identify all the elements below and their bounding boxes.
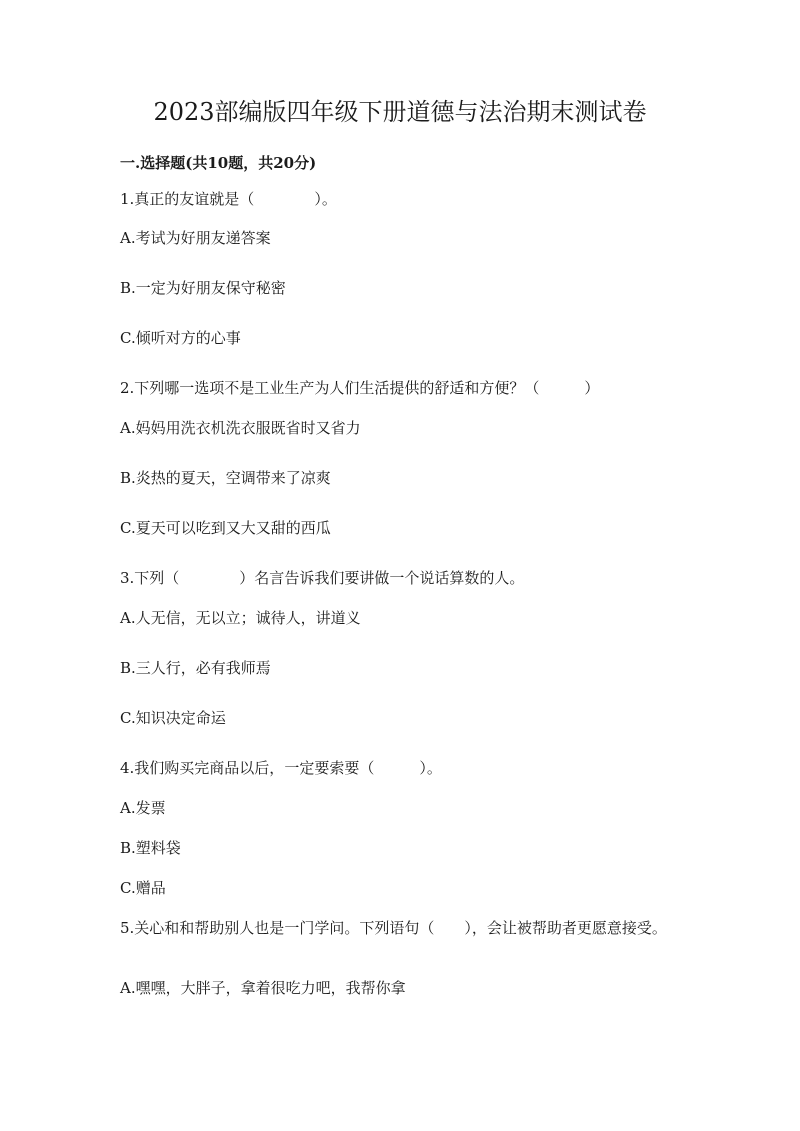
answer-option[interactable]: C.夏天可以吃到又大又甜的西瓜 (120, 519, 331, 537)
question-stem: 3.下列（ ）名言告诉我们要讲做一个说话算数的人。 (120, 569, 525, 587)
answer-option[interactable]: B.一定为好朋友保守秘密 (120, 279, 286, 297)
answer-option[interactable]: A.考试为好朋友递答案 (120, 229, 271, 247)
page-title: 2023部编版四年级下册道德与法治期末测试卷 (153, 98, 647, 126)
answer-option[interactable]: B.炎热的夏天，空调带来了凉爽 (120, 469, 331, 487)
answer-option[interactable]: A.人无信，无以立；诚待人，讲道义 (120, 609, 361, 627)
answer-option[interactable]: A.嘿嘿，大胖子，拿着很吃力吧，我帮你拿 (120, 979, 406, 997)
answer-option[interactable]: A.妈妈用洗衣机洗衣服既省时又省力 (120, 419, 361, 437)
section-title: 一.选择题(共10题，共20分) (120, 154, 317, 172)
answer-option[interactable]: C.倾听对方的心事 (120, 329, 241, 347)
answer-option[interactable]: A.发票 (120, 799, 166, 817)
question-stem: 4.我们购买完商品以后，一定要索要（ ）。 (120, 759, 442, 777)
answer-option[interactable]: C.知识决定命运 (120, 709, 226, 727)
question-stem: 1.真正的友谊就是（ ）。 (120, 190, 337, 208)
answer-option[interactable]: C.赠品 (120, 879, 166, 897)
question-stem: 2.下列哪一选项不是工业生产为人们生活提供的舒适和方便？（ ） (120, 379, 600, 397)
answer-option[interactable]: B.塑料袋 (120, 839, 181, 857)
question-stem: 5.关心和和帮助别人也是一门学问。下列语句（ ），会让被帮助者更愿意接受。 (120, 919, 667, 937)
answer-option[interactable]: B.三人行，必有我师焉 (120, 659, 271, 677)
